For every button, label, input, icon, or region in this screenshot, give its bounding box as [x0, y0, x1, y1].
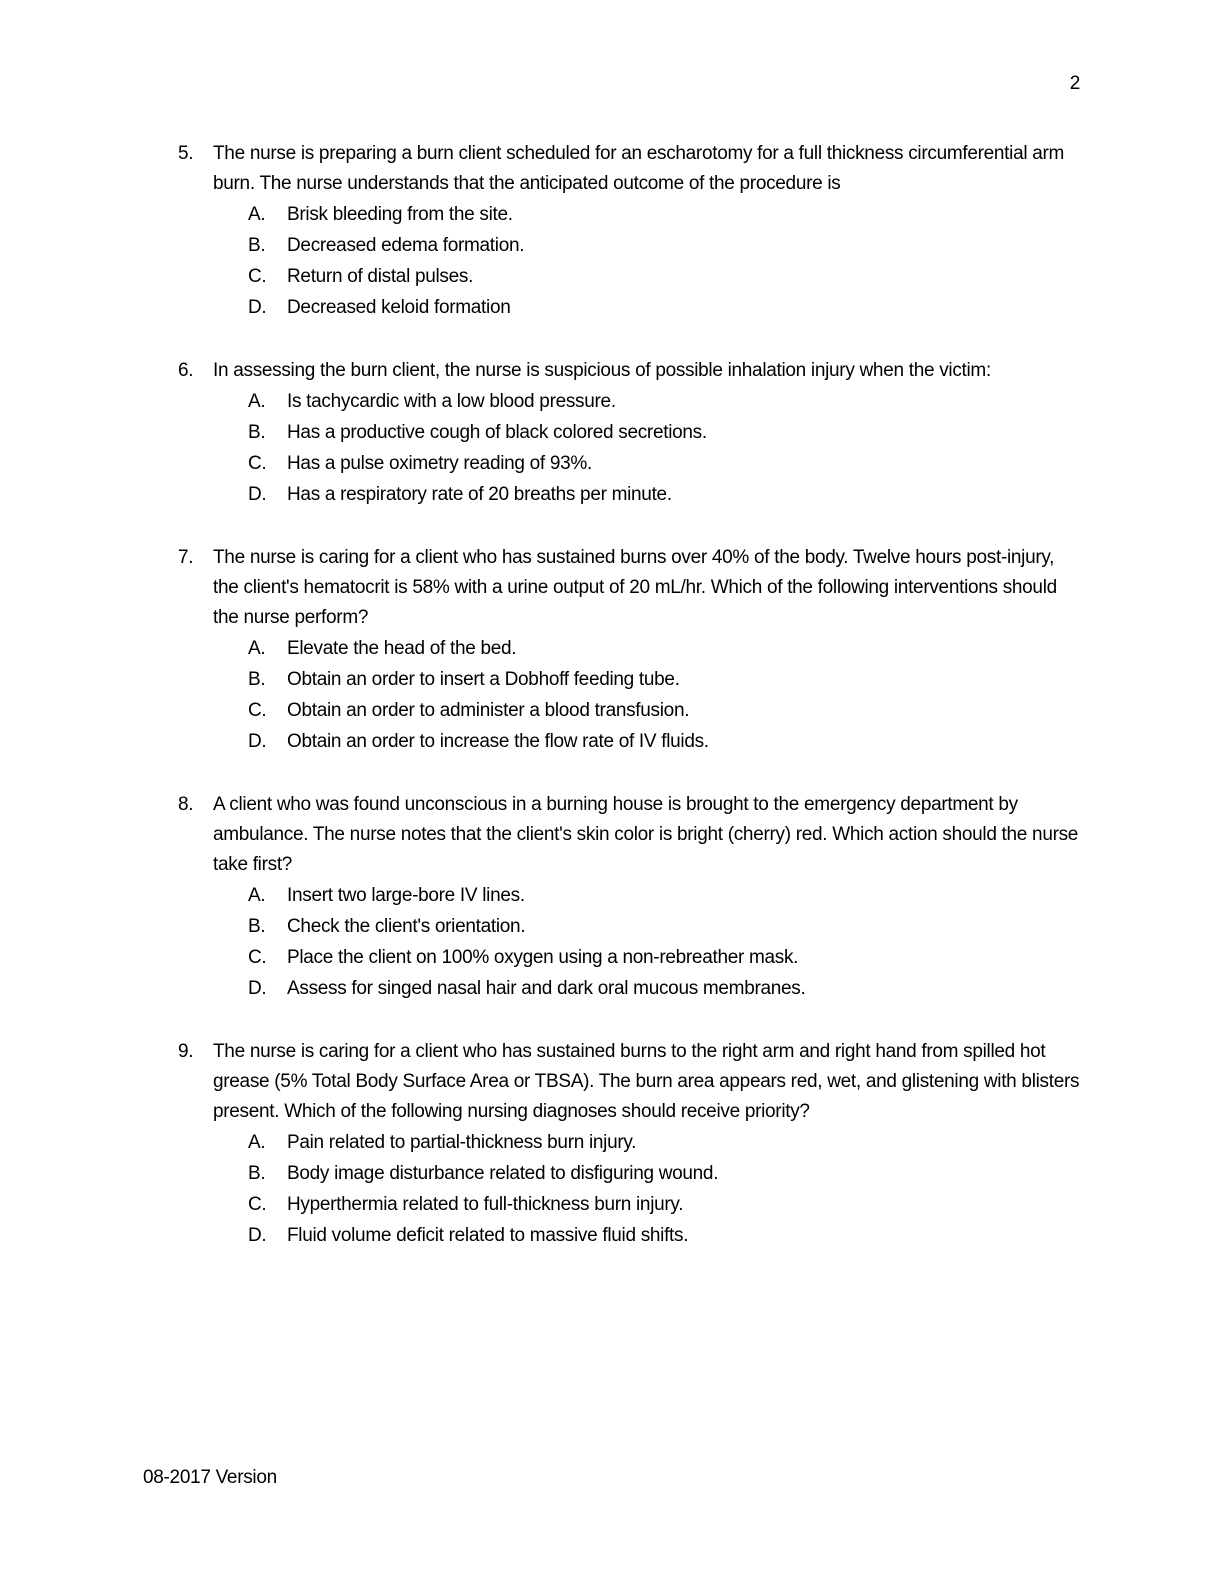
option-letter: B.: [248, 916, 266, 937]
question-number: 5.: [178, 143, 194, 164]
option-letter: D.: [248, 731, 267, 752]
option-text: Assess for singed nasal hair and dark oral mucous membranes.: [287, 978, 806, 999]
option-item: [248, 1220, 1080, 1251]
question-stem: A client who was found unconscious in a burning house is brought to the emergency department by ambulance. The nurse notes that the client's skin color is bright (cherry) red. Which action should the nurse take first?: [213, 794, 1079, 875]
question-stem: The nurse is preparing a burn client scheduled for an escharotomy for a full thickness circumferential arm burn. The nurse understands that the anticipated outcome of the procedure is: [213, 143, 1065, 194]
option-list: [178, 633, 1080, 757]
option-letter: B.: [248, 669, 266, 690]
option-letter: C.: [248, 700, 267, 721]
option-letter: A.: [248, 391, 266, 412]
option-text: Has a respiratory rate of 20 breaths per minute.: [287, 484, 672, 505]
footer-version-label: 08-2017 Version: [143, 1467, 277, 1488]
option-text: Obtain an order to administer a blood transfusion.: [287, 700, 690, 721]
option-item: [248, 973, 1080, 1004]
option-text: Place the client on 100% oxygen using a non-rebreather mask.: [287, 947, 799, 968]
option-letter: D.: [248, 297, 267, 318]
option-item: [248, 726, 1080, 757]
question-number: 6.: [178, 360, 194, 381]
question-stem: The nurse is caring for a client who has sustained burns over 40% of the body. Twelve hours post-injury, the client's hematocrit is 58% with a urine output of 20 mL/hr. Which of the following interventions should the nurse perform?: [213, 547, 1057, 628]
option-text: Has a pulse oximetry reading of 93%.: [287, 453, 592, 474]
option-item: [248, 292, 1080, 323]
question-item: [178, 1037, 1080, 1251]
option-item: [248, 479, 1080, 510]
page-number: 2: [1069, 73, 1080, 94]
option-text: Is tachycardic with a low blood pressure.: [287, 391, 616, 412]
option-item: [248, 695, 1080, 726]
option-letter: B.: [248, 422, 266, 443]
option-letter: A.: [248, 885, 266, 906]
option-letter: C.: [248, 947, 267, 968]
question-stem-row: [178, 1037, 1080, 1127]
option-text: Elevate the head of the bed.: [287, 638, 517, 659]
option-item: [248, 633, 1080, 664]
option-text: Decreased edema formation.: [287, 235, 525, 256]
question-item: [178, 139, 1080, 323]
question-item: [178, 790, 1080, 1004]
option-item: [248, 448, 1080, 479]
option-item: [248, 1127, 1080, 1158]
option-item: [248, 199, 1080, 230]
question-stem-row: [178, 543, 1080, 633]
option-text: Return of distal pulses.: [287, 266, 474, 287]
option-letter: A.: [248, 1132, 266, 1153]
option-text: Insert two large-bore IV lines.: [287, 885, 525, 906]
option-list: [178, 1127, 1080, 1251]
question-item: [178, 356, 1080, 510]
option-text: Hyperthermia related to full-thickness burn injury.: [287, 1194, 684, 1215]
option-item: [248, 1189, 1080, 1220]
option-letter: A.: [248, 204, 266, 225]
option-text: Body image disturbance related to disfiguring wound.: [287, 1163, 719, 1184]
question-stem-row: [178, 790, 1080, 880]
question-stem: In assessing the burn client, the nurse is suspicious of possible inhalation injury when the victim:: [213, 360, 991, 381]
question-number: 7.: [178, 547, 194, 568]
option-item: [248, 386, 1080, 417]
option-list: [178, 199, 1080, 323]
option-letter: C.: [248, 453, 267, 474]
question-number: 9.: [178, 1041, 194, 1062]
option-letter: D.: [248, 978, 267, 999]
option-item: [248, 261, 1080, 292]
option-text: Decreased keloid formation: [287, 297, 511, 318]
option-letter: C.: [248, 1194, 267, 1215]
question-list: [178, 139, 1080, 1284]
option-letter: C.: [248, 266, 267, 287]
option-letter: B.: [248, 1163, 266, 1184]
option-list: [178, 386, 1080, 510]
question-stem-row: [178, 356, 1080, 386]
option-item: [248, 911, 1080, 942]
option-item: [248, 417, 1080, 448]
option-item: [248, 1158, 1080, 1189]
option-letter: A.: [248, 638, 266, 659]
option-item: [248, 942, 1080, 973]
option-text: Check the client's orientation.: [287, 916, 526, 937]
question-item: [178, 543, 1080, 757]
option-text: Fluid volume deficit related to massive fluid shifts.: [287, 1225, 689, 1246]
question-number: 8.: [178, 794, 194, 815]
option-text: Pain related to partial-thickness burn injury.: [287, 1132, 637, 1153]
option-text: Obtain an order to increase the flow rate of IV fluids.: [287, 731, 709, 752]
option-text: Brisk bleeding from the site.: [287, 204, 513, 225]
question-stem-row: [178, 139, 1080, 199]
option-list: [178, 880, 1080, 1004]
option-letter: D.: [248, 484, 267, 505]
option-item: [248, 230, 1080, 261]
question-stem: The nurse is caring for a client who has sustained burns to the right arm and right hand from spilled hot grease (5% Total Body Surface Area or TBSA). The burn area appears red, wet, and glistening with blisters present. Which of the following nursing diagnoses should receive priority?: [213, 1041, 1080, 1122]
option-item: [248, 880, 1080, 911]
option-letter: D.: [248, 1225, 267, 1246]
option-text: Obtain an order to insert a Dobhoff feeding tube.: [287, 669, 680, 690]
option-item: [248, 664, 1080, 695]
option-text: Has a productive cough of black colored secretions.: [287, 422, 707, 443]
option-letter: B.: [248, 235, 266, 256]
